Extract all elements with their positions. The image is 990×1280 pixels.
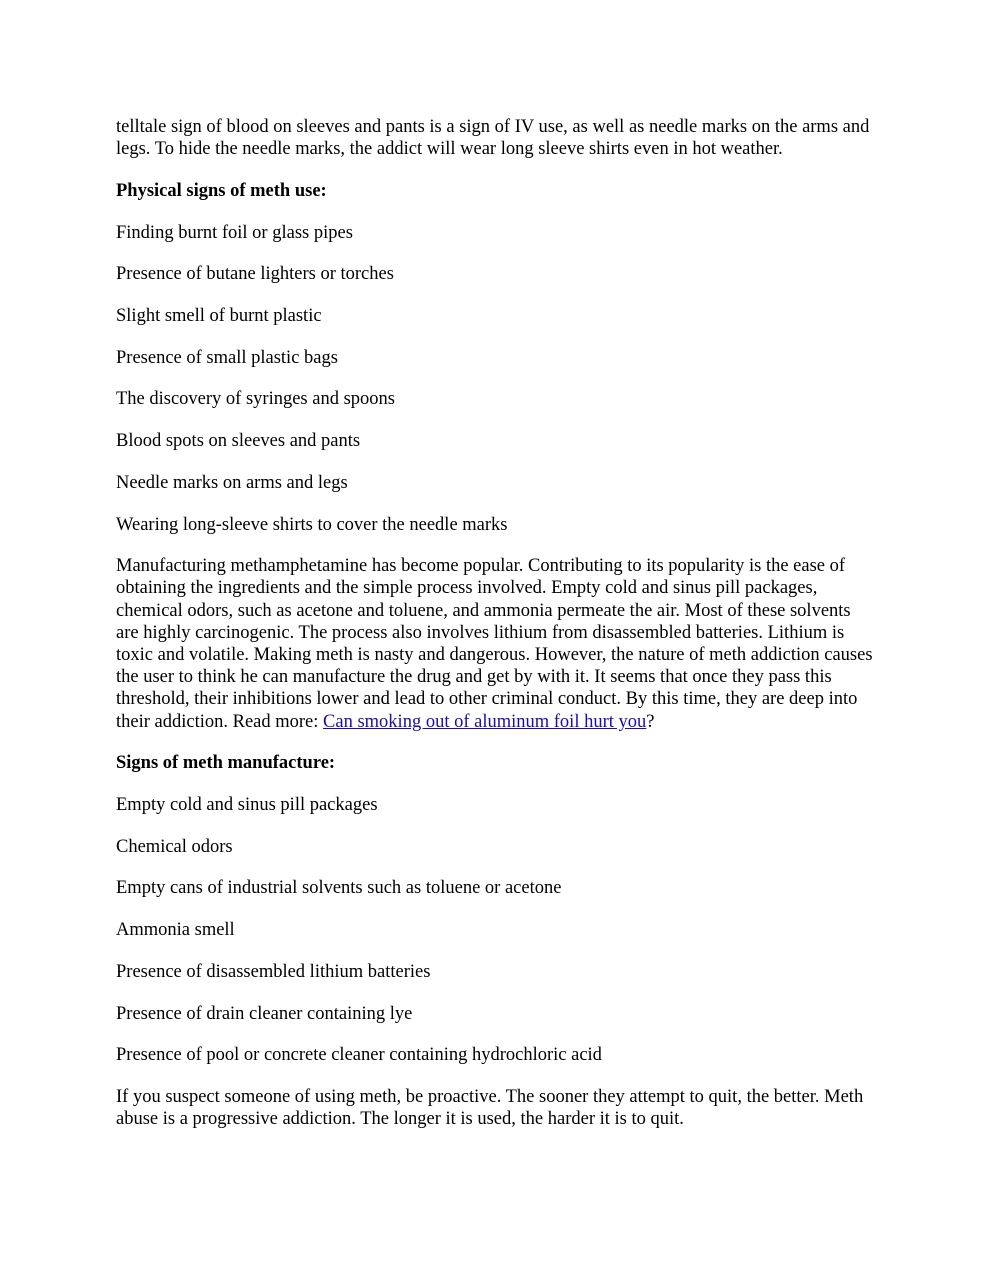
physical-signs-heading: Physical signs of meth use: <box>116 180 327 201</box>
intro-paragraph: telltale sign of blood on sleeves and pants is a sign of IV use, as well as needle marks on the arms and legs. To hide the needle marks, the addict will wear long sleeve shirts even in hot weather. <box>116 117 870 160</box>
document-page <box>116 116 876 1150</box>
physical-sign-item: Presence of butane lighters or torches <box>116 264 394 285</box>
manufacture-sign-item: Presence of disassembled lithium batteries <box>116 961 431 982</box>
physical-sign-item: Slight smell of burnt plastic <box>116 306 322 327</box>
physical-sign-item: Presence of small plastic bags <box>116 347 338 368</box>
manufacture-sign-item: Empty cold and sinus pill packages <box>116 795 378 816</box>
manufacture-sign-item: Presence of drain cleaner containing lye <box>116 1003 413 1024</box>
physical-sign-item: The discovery of syringes and spoons <box>116 389 395 410</box>
physical-sign-item: Wearing long-sleeve shirts to cover the needle marks <box>116 514 508 535</box>
closing-paragraph: If you suspect someone of using meth, be proactive. The sooner they attempt to quit, the better. Meth abuse is a progressive addiction. The longer it is used, the harder it is to quit. <box>116 1086 864 1130</box>
manufacture-sign-item: Chemical odors <box>116 836 233 857</box>
aluminum-foil-article-link[interactable]: Can smoking out of aluminum foil hurt you <box>323 711 647 732</box>
physical-sign-item: Finding burnt foil or glass pipes <box>116 222 353 243</box>
manufacture-sign-item: Ammonia smell <box>116 920 235 941</box>
manufacturing-trailing: ? <box>646 711 655 732</box>
physical-sign-item: Blood spots on sleeves and pants <box>116 431 361 452</box>
manufacture-signs-heading: Signs of meth manufacture: <box>116 753 336 774</box>
manufacturing-text: Manufacturing methamphetamine has become popular. Contributing to its popularity is the ease of obtaining the ingredients and the simple process involved. Empty cold and sinus pill packages, chemical odors, such as acetone and toluene, and ammonia permeate the air. Most of these solvents are highly carcinogenic. The process also involves lithium from disassembled batteries. Lithium is toxic and volatile. Making meth is nasty and dangerous. However, the nature of meth addiction causes the user to think he can manufacture the drug and get by with it. It seems that once they pass this threshold, their inhibitions lower and lead to other criminal conduct. By this time, they are deep into their addiction. Read more: <box>116 556 873 732</box>
physical-sign-item: Needle marks on arms and legs <box>116 472 348 493</box>
manufacture-sign-item: Presence of pool or concrete cleaner containing hydrochloric acid <box>116 1045 602 1066</box>
manufacturing-paragraph <box>116 555 876 733</box>
manufacture-sign-item: Empty cans of industrial solvents such as toluene or acetone <box>116 878 562 899</box>
